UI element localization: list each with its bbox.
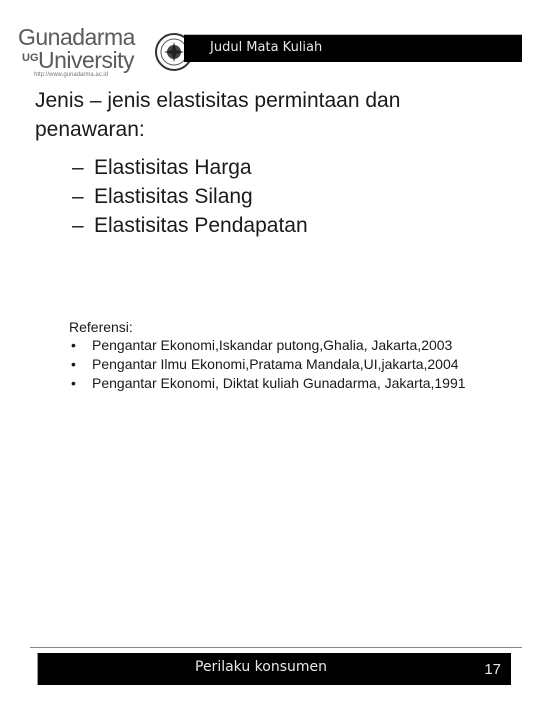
list-item-text: Elastisitas Pendapatan bbox=[94, 214, 308, 237]
header-title: Judul Mata Kuliah bbox=[210, 40, 323, 55]
list-item-text: Elastisitas Harga bbox=[94, 156, 252, 179]
logo-title: Gunadarma bbox=[18, 24, 135, 50]
references-list bbox=[69, 337, 519, 392]
bullet-dot: • bbox=[71, 375, 76, 391]
topic-list bbox=[72, 153, 308, 240]
university-logo bbox=[16, 16, 184, 78]
bullet-dot: • bbox=[71, 337, 76, 353]
list-dash: – bbox=[72, 156, 84, 179]
page-number: 17 bbox=[484, 661, 501, 678]
slide-heading: Jenis – jenis elastisitas permintaan dan penawaran: bbox=[35, 89, 401, 141]
logo-subtitle: University bbox=[38, 47, 134, 73]
reference-text: Pengantar Ekonomi, Diktat kuliah Gunadarma, Jakarta,1991 bbox=[92, 375, 466, 391]
footer-bar bbox=[37, 653, 511, 685]
reference-item bbox=[69, 356, 519, 373]
list-item-text: Elastisitas Silang bbox=[94, 185, 253, 208]
references-section bbox=[69, 319, 519, 394]
reference-item bbox=[69, 337, 519, 354]
reference-text: Pengantar Ilmu Ekonomi,Pratama Mandala,UI,jakarta,2004 bbox=[92, 356, 459, 372]
header-bar bbox=[184, 34, 522, 62]
footer-divider bbox=[30, 647, 522, 648]
list-item bbox=[72, 182, 308, 211]
list-item bbox=[72, 153, 308, 182]
logo-mark: UG bbox=[22, 52, 39, 64]
footer-title: Perilaku konsumen bbox=[195, 659, 328, 675]
list-item bbox=[72, 211, 308, 240]
list-dash: – bbox=[72, 185, 84, 208]
reference-item bbox=[69, 375, 519, 392]
logo-url: http://www.gunadarma.ac.id bbox=[34, 72, 109, 78]
reference-text: Pengantar Ekonomi,Iskandar putong,Ghalia, Jakarta,2003 bbox=[92, 337, 453, 353]
list-dash: – bbox=[72, 214, 84, 237]
bullet-dot: • bbox=[71, 356, 76, 372]
references-title: Referensi: bbox=[69, 319, 133, 335]
